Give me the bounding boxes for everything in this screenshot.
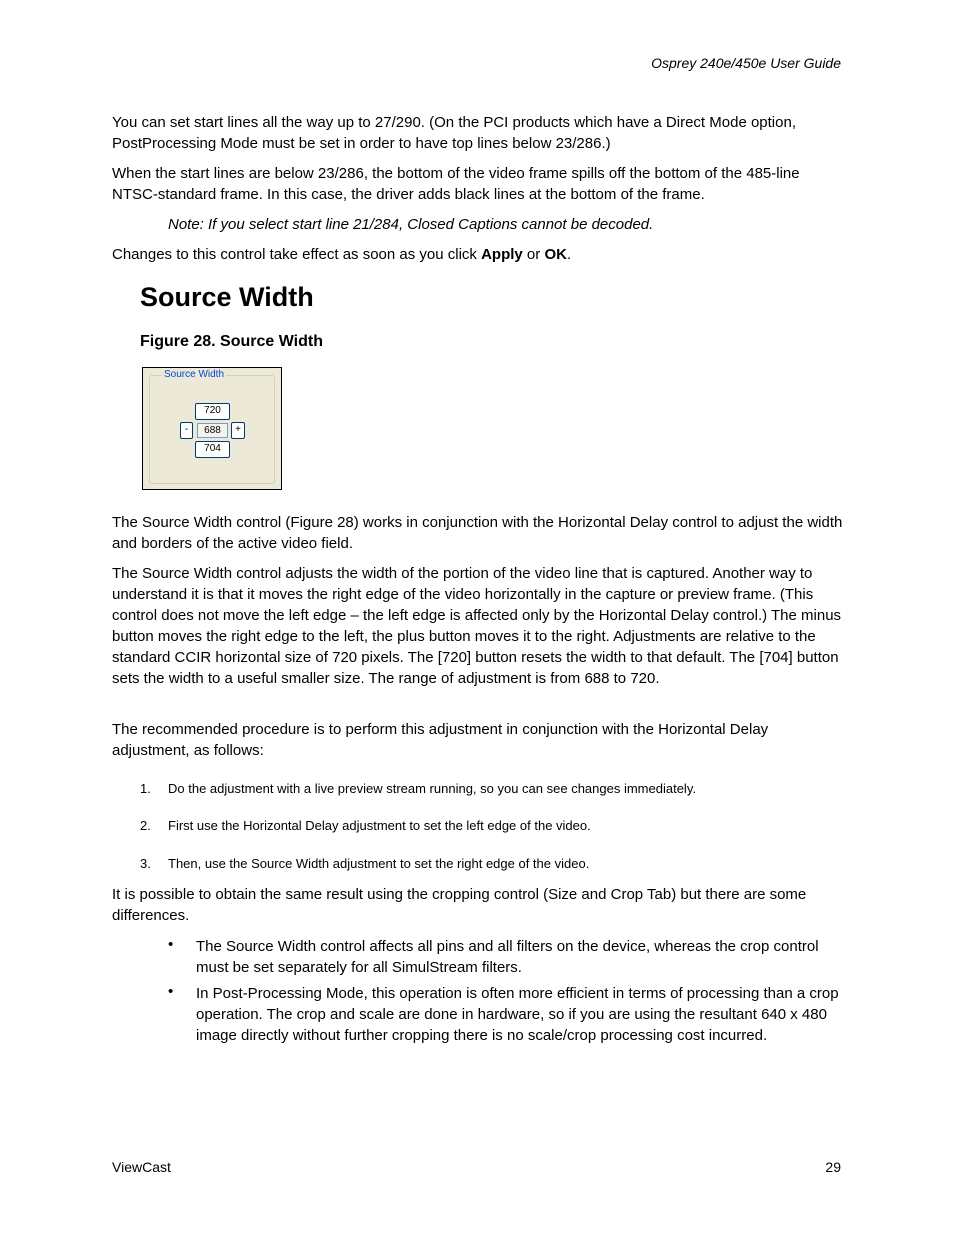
body-paragraph-3: The recommended procedure is to perform this adjustment in conjunction with the Horizontal Delay adjustment, as follows:	[112, 721, 769, 759]
footer-company: ViewCast	[112, 1159, 171, 1175]
period-text: .	[566, 246, 572, 263]
width-value-field[interactable]: 688	[197, 423, 228, 438]
body-paragraph-2: The Source Width control adjusts the width of the portion of the video line that is captured. Another way to understand it is that it moves the right edge of the video horizontally in the capture or preview frame. (This control does not move the left edge – the left edge is affected only by the Horizontal Delay control.) The minus button moves the right edge to the left, the plus button moves it to the right. Adjustments are relative to the standard CCIR horizontal size of 720 pixels. The [720] button resets the width to that default. The [704] button sets the width to a useful smaller size. The range of adjustment is from 688 to 720.	[112, 565, 842, 687]
or-text: or	[522, 246, 545, 263]
step-text: Then, use the Source Width adjustment to set the right edge of the video.	[168, 856, 590, 871]
bullet-text: In Post-Processing Mode, this operation is often more efficient in terms of processing than a crop operation. The crop and scale are done in hardware, so if you are using the resultant 640 x 480 image directly without further cropping there is no scale/crop processing cost incurred.	[196, 985, 839, 1044]
section-heading: Source Width	[140, 282, 314, 312]
body-paragraph-1: The Source Width control (Figure 28) works in conjunction with the Horizontal Delay control to adjust the width and borders of the active video field.	[112, 514, 843, 552]
apply-prefix-text: Changes to this control take effect as soon as you click	[112, 246, 482, 263]
apply-keyword: Apply	[481, 246, 523, 263]
body-paragraph-4: It is possible to obtain the same result using the cropping control (Size and Crop Tab) but there are some differences.	[112, 886, 807, 924]
intro-paragraph-1: You can set start lines all the way up to 27/290. (On the PCI products which have a Direct Mode option, PostProcessing Mode must be set in order to have top lines below 23/286.)	[112, 114, 796, 152]
width-704-button[interactable]: 704	[195, 441, 230, 458]
step-number: 1.	[140, 781, 151, 796]
minus-button[interactable]: -	[180, 422, 193, 439]
source-width-groupbox	[149, 369, 275, 484]
note-text: Note: If you select start line 21/284, Closed Captions cannot be decoded.	[168, 216, 654, 233]
intro-paragraph-2: When the start lines are below 23/286, the bottom of the video frame spills off the bottom of the 485-line NTSC-standard frame. In this case, the driver adds black lines at the bottom of the frame.	[112, 165, 800, 203]
source-width-figure	[142, 367, 282, 490]
page-number: 29	[825, 1159, 841, 1175]
intro-paragraph-3	[112, 244, 847, 265]
figure-caption: Figure 28. Source Width	[140, 333, 323, 350]
bullet-mark: •	[168, 936, 174, 953]
step-text: Do the adjustment with a live preview stream running, so you can see changes immediately.	[168, 781, 696, 796]
plus-button[interactable]: +	[231, 422, 245, 439]
bullet-text: The Source Width control affects all pins and all filters on the device, whereas the crop control must be set separately for all SimulStream filters.	[196, 938, 819, 976]
ok-keyword: OK	[544, 246, 567, 263]
width-720-button[interactable]: 720	[195, 403, 230, 420]
step-number: 3.	[140, 856, 151, 871]
step-number: 2.	[140, 818, 151, 833]
bullet-mark: •	[168, 983, 174, 1000]
running-header: Osprey 240e/450e User Guide	[651, 55, 841, 71]
groupbox-title: Source Width	[164, 369, 225, 380]
step-text: First use the Horizontal Delay adjustment to set the left edge of the video.	[168, 818, 591, 833]
